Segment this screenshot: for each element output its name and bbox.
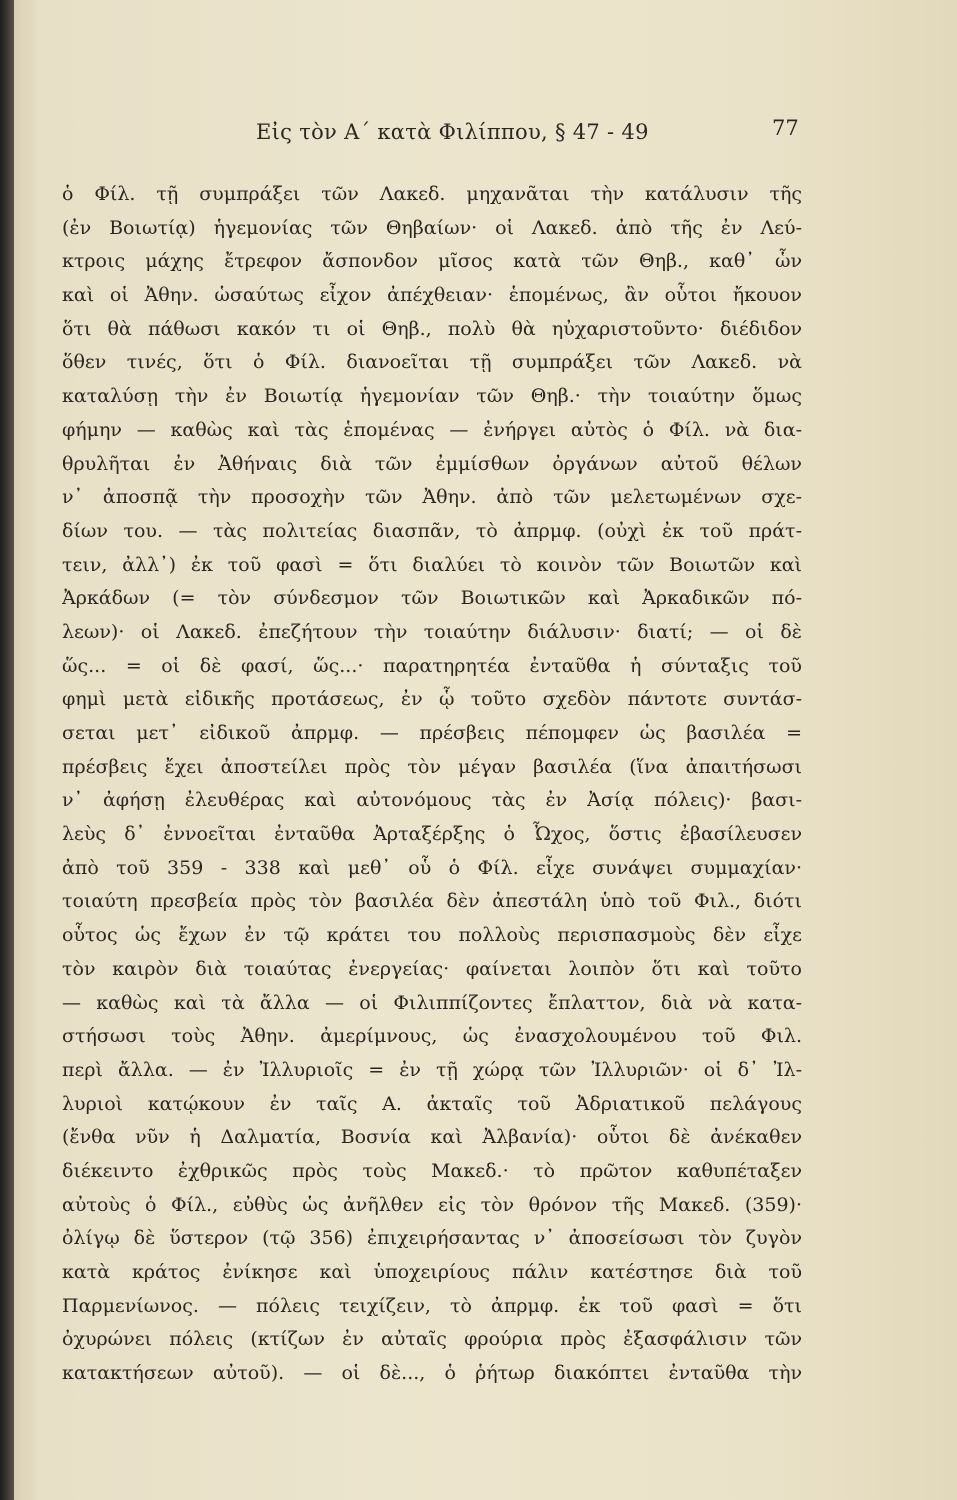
paper-leaf <box>14 0 957 1500</box>
text-line: — καθὼς καὶ τὰ ἄλλα — οἱ Φιλιππίζοντες ἔπλαττον, διὰ νὰ κατα- <box>62 991 802 1014</box>
text-line: ὅτι θὰ πάθωσι κακόν τι οἱ Θηβ., πολὺ θὰ ηὐχαριστοῦντο· διέδιδον <box>62 317 802 340</box>
text-line: τοιαύτη πρεσβεία πρὸς τὸν βασιλέα δὲν ἀπεστάλη ὑπὸ τοῦ Φιλ., διότι <box>62 890 802 913</box>
text-line: ν᾽ ἀφήσῃ ἐλευθέρας καὶ αὐτονόμους τὰς ἐν Ἀσίᾳ πόλεις)· βασι- <box>62 789 802 812</box>
running-head <box>14 112 957 152</box>
text-line: οὗτος ὡς ἔχων ἐν τῷ κράτει του πολλοὺς περισπασμοὺς δὲν εἶχε <box>62 924 802 947</box>
text-line: περὶ ἄλλα. — ἐν Ἰλλυριοῖς = ἐν τῇ χώρᾳ τῶν Ἰλλυριῶν· οἱ δ᾽ Ἰλ- <box>62 1058 802 1081</box>
text-line: ὥς... = οἱ δὲ φασί, ὥς...· παρατηρητέα ἐνταῦθα ἡ σύνταξις τοῦ <box>62 654 802 677</box>
text-line: λεὺς δ᾽ ἐννοεῖται ἐνταῦθα Ἀρταξέρξης ὁ Ὦχος, ὅστις ἐβασίλευσεν <box>62 823 802 846</box>
text-line: ὁ Φίλ. τῇ συμπράξει τῶν Λακεδ. μηχανᾶται τὴν κατάλυσιν τῆς <box>62 183 802 205</box>
text-line: φημὶ μετὰ εἰδικῆς προτάσεως, ἐν ᾧ τοῦτο σχεδὸν πάντοτε συντάσ- <box>62 688 802 711</box>
text-line: σεται μετ᾽ εἰδικοῦ ἀπρμφ. — πρέσβεις πέπομφεν ὡς βασιλέα = <box>62 722 802 744</box>
commentary-text <box>62 178 802 1391</box>
text-line: κατακτήσεων αὐτοῦ). — οἱ δὲ..., ὁ ῥήτωρ διακόπτει ἐνταῦθα τὴν <box>62 1362 802 1385</box>
text-line: λεων)· οἱ Λακεδ. ἐπεζήτουν τὴν τοιαύτην διάλυσιν· διατί; — οἱ δὲ <box>62 620 802 643</box>
text-line: ὅθεν τινές, ὅτι ὁ Φίλ. διανοεῖται τῇ συμπράξει τῶν Λακεδ. νὰ <box>62 351 802 374</box>
text-line: κτροις μάχης ἔτρεφον ἄσπονδον μῖσος κατὰ τῶν Θηβ., καθ᾽ ὧν <box>62 250 802 273</box>
text-line: Παρμενίωνος. — πόλεις τειχίζειν, τὸ ἀπρμφ. ἐκ τοῦ φασὶ = ὅτι <box>62 1294 802 1317</box>
binding-shadow <box>0 0 14 1500</box>
text-line: Ἀρκάδων (= τὸν σύνδεσμον τῶν Βοιωτικῶν καὶ Ἀρκαδικῶν πό- <box>62 587 802 610</box>
text-line: ὀχυρώνει πόλεις (κτίζων ἐν αὐταῖς φρούρια πρὸς ἐξασφάλισιν τῶν <box>62 1328 802 1351</box>
text-line: διέκειντο ἐχθρικῶς πρὸς τοὺς Μακεδ.· τὸ πρῶτον καθυπέταξεν <box>62 1159 802 1182</box>
text-line: λυριοὶ κατῴκουν ἐν ταῖς Α. ἀκταῖς τοῦ Ἀδριατικοῦ πελάγους <box>62 1092 802 1115</box>
text-line: ὀλίγῳ δὲ ὕστερον (τῷ 356) ἐπιχειρήσαντας ν᾽ ἀποσείσωσι τὸν ζυγὸν <box>62 1227 802 1250</box>
text-line: τὸν καιρὸν διὰ τοιαύτας ἐνεργείας· φαίνεται λοιπὸν ὅτι καὶ τοῦτο <box>62 957 802 980</box>
text-line: καὶ οἱ Ἀθην. ὡσαύτως εἶχον ἀπέχθειαν· ἑπομένως, ἂν οὗτοι ἤκουον <box>62 284 802 307</box>
text-line: ἀπὸ τοῦ 359 - 338 καὶ μεθ᾽ οὗ ὁ Φίλ. εἶχε συνάψει συμμαχίαν· <box>62 856 802 879</box>
text-line: (ἐν Βοιωτίᾳ) ἡγεμονίας τῶν Θηβαίων· οἱ Λακεδ. ἀπὸ τῆς ἐν Λεύ- <box>62 216 802 239</box>
text-line: πρέσβεις ἔχει ἀποστείλει πρὸς τὸν μέγαν βασιλέα (ἵνα ἀπαιτήσωσι <box>62 755 802 778</box>
text-line: φήμην — καθὼς καὶ τὰς ἑπομένας — ἐνήργει αὐτὸς ὁ Φίλ. νὰ δια- <box>62 418 802 441</box>
text-line: καταλύσῃ τὴν ἐν Βοιωτίᾳ ἡγεμονίαν τῶν Θηβ.· τὴν τοιαύτην ὅμως <box>62 385 802 408</box>
running-head-title: Εἰς τὸν Α΄ κατὰ Φιλίππου, § 47 - 49 <box>256 120 649 144</box>
text-line: δίων του. — τὰς πολιτείας διασπᾶν, τὸ ἀπρμφ. (οὐχὶ ἐκ τοῦ πράτ- <box>62 519 802 542</box>
text-line: θρυλῆται ἐν Ἀθήναις διὰ τῶν ἐμμίσθων ὀργάνων αὐτοῦ θέλων <box>62 452 802 475</box>
page-number: 77 <box>772 116 799 140</box>
text-line: ν᾽ ἀποσπᾷ τὴν προσοχὴν τῶν Ἀθην. ἀπὸ τῶν μελετωμένων σχε- <box>62 486 802 509</box>
text-line: (ἔνθα νῦν ἡ Δαλματία, Βοσνία καὶ Ἀλβανία)· οὗτοι δὲ ἀνέκαθεν <box>62 1126 802 1149</box>
text-line: στήσωσι τοὺς Ἀθην. ἀμερίμνους, ὡς ἐνασχολουμένου τοῦ Φιλ. <box>62 1025 802 1048</box>
text-line: αὐτοὺς ὁ Φίλ., εὐθὺς ὡς ἀνῆλθεν εἰς τὸν θρόνον τῆς Μακεδ. (359)· <box>62 1193 802 1216</box>
text-line: κατὰ κράτος ἐνίκησε καὶ ὑποχειρίους πάλιν κατέστησε διὰ τοῦ <box>62 1261 802 1283</box>
text-line: τειν, ἀλλ᾽) ἐκ τοῦ φασὶ = ὅτι διαλύει τὸ κοινὸν τῶν Βοιωτῶν καὶ <box>62 553 802 576</box>
